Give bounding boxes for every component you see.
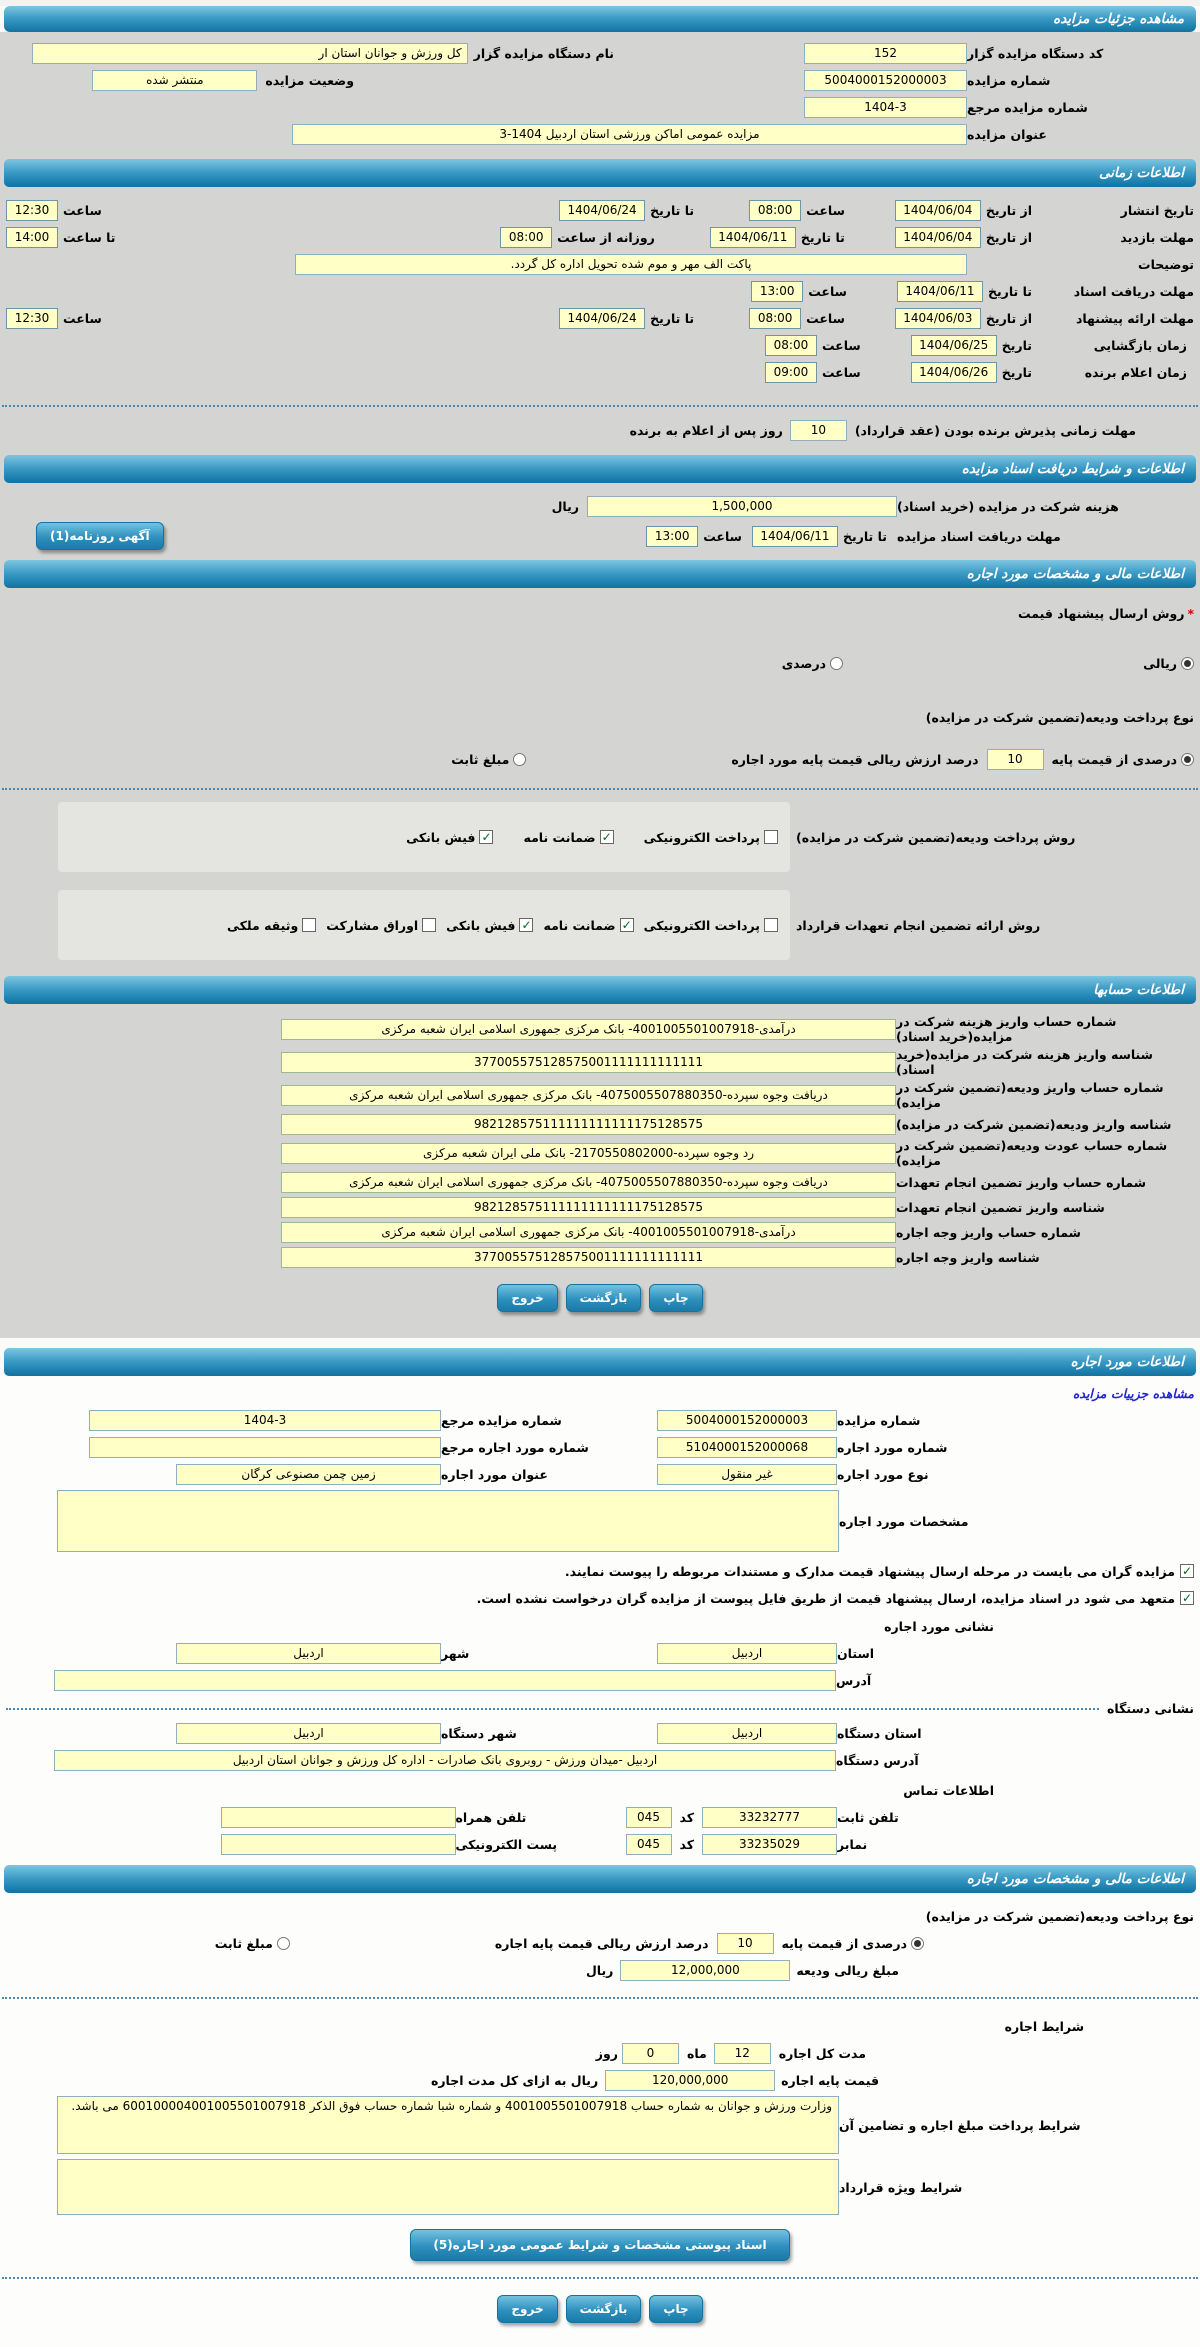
account-label: شناسه واریز تضمین انجام تعهدات — [896, 1199, 1105, 1215]
date-label: تاریخ — [1001, 337, 1032, 353]
from-date-label: از تاریخ — [985, 229, 1032, 245]
rental-address-heading: نشانی مورد اجاره — [884, 1618, 994, 1634]
section-rental-financial — [4, 1865, 1196, 1893]
percent-of-base-label: درصدی از قیمت پایه — [1051, 751, 1177, 767]
pay-guarantee-letter-option[interactable] — [523, 830, 613, 845]
email-input[interactable] — [221, 1834, 456, 1855]
rental-auction-ref-label: شماره مزایده مرجع — [441, 1412, 562, 1428]
org-province-input[interactable]: اردبیل — [657, 1723, 837, 1744]
org-address-label: آدرس دستگاه — [836, 1752, 919, 1768]
account-label: شناسه واریز وجه اجاره — [896, 1249, 1040, 1265]
guar-letter-label: ضمانت نامه — [543, 917, 616, 933]
hour-label: ساعت — [63, 202, 102, 218]
rf-fixed-amount-radio[interactable] — [277, 1937, 290, 1950]
guar-property-label: وثیقه ملکی — [226, 917, 299, 933]
account-label: شماره حساب واریز تضمین انجام تعهدات — [896, 1174, 1147, 1190]
to-date-label: تا تاریخ — [650, 202, 695, 218]
accept-days-input[interactable]: 10 — [790, 420, 847, 441]
guarantee-label: روش ارائه تضمین انجام تعهدات قرارداد — [796, 917, 1041, 933]
no-file-checkbox[interactable] — [1180, 1591, 1194, 1605]
pay-guarantee-letter-label: ضمانت نامه — [523, 829, 596, 845]
row-docs-get-deadline — [0, 522, 1200, 550]
phone-code-label: کد — [679, 1809, 694, 1825]
mobile-input[interactable] — [221, 1807, 456, 1828]
percent-radio[interactable] — [830, 657, 843, 670]
section-time-title: اطلاعات زمانی — [1098, 165, 1184, 181]
offer-label: مهلت ارائه پیشنهاد — [1075, 310, 1194, 326]
publish-from-time[interactable]: 08:00 — [749, 200, 801, 221]
publish-to-time[interactable]: 12:30 — [6, 200, 58, 221]
item-specs-label: مشخصات مورد اجاره — [839, 1513, 969, 1529]
accept-deadline-suffix: روز پس از اعلام به برنده — [629, 422, 783, 438]
item-type-input[interactable]: غیر منقول — [657, 1464, 837, 1485]
hour-label: ساعت — [821, 337, 861, 353]
email-label: پست الکترونیکی — [455, 1836, 558, 1852]
province-label: استان — [837, 1645, 875, 1661]
visit-from-time[interactable]: 08:00 — [500, 227, 552, 248]
org-province-label: استان دستگاه — [837, 1725, 922, 1741]
rf-percent-of-base-label: درصدی از قیمت پایه — [781, 1935, 907, 1951]
dotted-divider — [6, 1708, 1099, 1710]
from-date-label: از تاریخ — [985, 310, 1032, 326]
section-docs — [4, 455, 1196, 483]
bidder-name-input[interactable]: کل ورزش و جوانان استان ار — [32, 43, 468, 64]
back-button[interactable]: بازگشت — [566, 2295, 642, 2323]
row-winner — [0, 361, 1200, 383]
row-deposit-pay-methods — [0, 802, 1200, 872]
section-rental-title: اطلاعات مورد اجاره — [1070, 1354, 1184, 1370]
deposit-pay-group — [58, 802, 790, 872]
percent-of-base-option[interactable] — [1052, 752, 1194, 767]
rial-option[interactable] — [1143, 656, 1194, 671]
fee-unit: ریال — [551, 498, 579, 514]
account-row — [0, 1047, 1200, 1077]
row-number-status — [0, 69, 1200, 91]
row-no-file-check — [0, 1587, 1200, 1609]
guar-bank-slip-label: فیش بانکی — [446, 917, 516, 933]
guarantee-group — [58, 890, 790, 960]
account-row — [0, 1080, 1200, 1110]
lease-duration-label: مدت کل اجاره — [778, 2045, 866, 2061]
lease-days-label: روز — [595, 2045, 618, 2061]
item-specs-textarea[interactable] — [57, 1490, 839, 1552]
row-opening — [0, 334, 1200, 356]
bidder-code-label: کد دستگاه مزایده گزار — [967, 45, 1104, 61]
rf-deposit-percent-input[interactable]: 10 — [717, 1933, 774, 1954]
row-fee — [0, 495, 1200, 517]
row-province-city — [0, 1642, 1200, 1664]
docs-get-deadline-label: مهلت دریافت اسناد مزایده — [897, 528, 1061, 544]
row-address — [0, 1669, 1200, 1691]
exit-button[interactable]: خروج — [497, 2295, 557, 2323]
dotted-divider — [2, 1997, 1198, 1999]
deposit-pay-label: روش پرداخت ودیعه(تضمین شرکت در مزایده) — [796, 829, 1076, 845]
guar-bank-slip-option[interactable] — [446, 918, 533, 933]
guar-property-checkbox[interactable] — [302, 918, 316, 932]
percent-option-label: درصدی — [781, 655, 827, 671]
section-rental — [4, 1348, 1196, 1376]
back-button[interactable]: بازگشت — [566, 1284, 642, 1312]
account-input[interactable]: 377005575128575001111111111111 — [281, 1247, 896, 1268]
address-label: آدرس — [836, 1672, 872, 1688]
percent-option[interactable] — [782, 656, 843, 671]
account-input[interactable]: 377005575128575001111111111111 — [281, 1052, 896, 1073]
base-price-label: قیمت پایه اجاره — [781, 2072, 879, 2088]
row-rental-address-heading — [0, 1615, 1000, 1637]
pay-bank-slip-option[interactable] — [406, 830, 493, 845]
base-price-input[interactable]: 120,000,000 — [605, 2070, 775, 2091]
hour-label: ساعت — [806, 310, 845, 326]
fixed-amount-option[interactable] — [451, 752, 526, 767]
auction-ref-label: شماره مزایده مرجع — [967, 99, 1088, 115]
rial-option-label: ریالی — [1143, 655, 1177, 671]
publish-from-date[interactable]: 1404/06/04 — [895, 200, 981, 221]
hour-label: ساعت — [63, 310, 102, 326]
row-offer — [0, 307, 1200, 329]
special-terms-label: شرایط ویژه قرارداد — [839, 2179, 963, 2195]
rf-deposit-percent-suffix: درصد ارزش ریالی قیمت پایه اجاره — [494, 1935, 709, 1951]
deposit-amount-input[interactable]: 12,000,000 — [620, 1960, 790, 1981]
page-title: مشاهده جزئیات مزایده — [1053, 11, 1184, 27]
account-label: شماره حساب واریز هزینه شرکت در مزایده(خرید اسناد) — [896, 1014, 1117, 1044]
bidder-code-input[interactable]: 152 — [804, 43, 967, 64]
guar-bank-slip-checkbox[interactable] — [519, 918, 533, 932]
row-accept-deadline — [0, 419, 1142, 441]
docs-get-deadline-date[interactable]: 1404/06/11 — [752, 526, 838, 547]
guar-bonds-checkbox[interactable] — [422, 918, 436, 932]
section-docs-title: اطلاعات و شرایط دریافت اسناد مزایده — [961, 461, 1184, 477]
visit-label: مهلت بازدید — [1120, 229, 1194, 245]
dotted-divider — [2, 405, 1198, 407]
from-date-label: از تاریخ — [985, 202, 1032, 218]
required-asterisk: * — [1187, 605, 1194, 621]
item-number-input[interactable]: 5104000152000068 — [657, 1437, 837, 1458]
item-title-input[interactable]: زمین چمن مصنوعی کرگان — [176, 1464, 441, 1485]
lease-days-input[interactable]: 0 — [622, 2043, 679, 2064]
guar-letter-checkbox[interactable] — [620, 918, 634, 932]
fee-input[interactable]: 1,500,000 — [587, 496, 897, 517]
row-rf-deposit-label — [0, 1905, 1200, 1927]
row-auction-title — [0, 123, 1200, 145]
account-label: شناسه واریز ودیعه(تضمین شرکت در مزایده) — [896, 1116, 1172, 1132]
pay-guarantee-letter-checkbox[interactable] — [600, 830, 614, 844]
payment-terms-textarea[interactable]: وزارت ورزش و جوانان به شماره حساب 4001005501007918 و شماره شبا شماره حساب فوق الذکر 600100004001005501007918 می باشد. — [57, 2096, 839, 2154]
row-code-org — [0, 42, 1200, 64]
fixed-amount-radio[interactable] — [513, 753, 526, 766]
row-rf-deposit-options — [0, 1932, 930, 1954]
account-input[interactable]: درآمدی-4001005501007918- بانک مرکزی جمهوری اسلامی ایران شعبه مرکزی — [281, 1222, 896, 1243]
fax-label: نمابر — [837, 1836, 868, 1852]
fixed-amount-label: مبلغ ثابت — [451, 751, 510, 767]
row-notes — [0, 253, 1200, 275]
guar-electronic-option[interactable] — [644, 918, 778, 933]
pay-electronic-option[interactable] — [644, 830, 778, 845]
account-row — [0, 1113, 1200, 1135]
account-label: شماره حساب عودت ودیعه(تضمین شرکت در مزایده) — [896, 1138, 1168, 1168]
row-contact-heading — [0, 1779, 1000, 1801]
row-visit — [0, 226, 1200, 248]
attach-docs-text: مزایده گران می بایست در مرحله ارسال پیشنهاد قیمت مدارک و مستندات مربوطه را پیوست نمایند. — [564, 1563, 1175, 1579]
view-auction-details-link[interactable]: مشاهده جزییات مزایده — [1072, 1385, 1194, 1401]
print-button[interactable]: چاپ — [649, 2295, 702, 2323]
row-phone — [0, 1806, 1200, 1828]
rf-fixed-amount-option[interactable] — [215, 1936, 290, 1951]
visit-to-date[interactable]: 1404/06/11 — [710, 227, 796, 248]
payment-terms-label: شرایط پرداخت مبلغ اجاره و تضامین آن — [839, 2117, 1081, 2133]
hour-label: ساعت — [808, 283, 847, 299]
newspaper-ad-button[interactable]: آگهی روزنامه(1) — [36, 522, 164, 550]
opening-time[interactable]: 08:00 — [765, 335, 817, 356]
phone-label: تلفن ثابت — [837, 1809, 899, 1825]
attachment-button-row — [0, 2229, 1200, 2261]
account-input[interactable]: رد وجوه سپرده-2170550802000- بانک ملی ایران شعبه مرکزی — [281, 1143, 896, 1164]
item-title-label: عنوان مورد اجاره — [441, 1466, 548, 1482]
row-ref-number — [0, 96, 1200, 118]
lease-months-label: ماه — [686, 2045, 707, 2061]
address-input[interactable] — [54, 1670, 836, 1691]
guar-bonds-label: اوراق مشارکت — [326, 917, 419, 933]
rf-percent-of-base-radio[interactable] — [911, 1937, 924, 1950]
hour-label: ساعت — [806, 202, 845, 218]
row-link — [0, 1382, 1200, 1404]
guar-property-option[interactable] — [227, 918, 316, 933]
row-deposit-amount — [0, 1959, 905, 1981]
accept-deadline-label: مهلت زمانی پذیرش برنده بودن (عقد قرارداد) — [854, 422, 1136, 438]
item-ref-label: شماره مورد اجاره مرجع — [441, 1439, 589, 1455]
row-rental-numbers — [0, 1409, 1200, 1431]
contact-heading: اطلاعات تماس — [903, 1782, 994, 1798]
row-item-specs — [0, 1490, 1200, 1552]
section-financial-title: اطلاعات مالی و مشخصات مورد اجاره — [966, 566, 1184, 582]
percent-of-base-radio[interactable] — [1181, 753, 1194, 766]
row-method-options — [0, 652, 1200, 674]
rental-panel — [0, 1376, 1200, 2347]
auction-status-input[interactable]: منتشر شده — [92, 70, 257, 91]
offer-from-time[interactable]: 08:00 — [749, 308, 801, 329]
opening-date[interactable]: 1404/06/25 — [911, 335, 997, 356]
to-date-label: تا تاریخ — [987, 283, 1032, 299]
guar-letter-option[interactable] — [543, 918, 633, 933]
panel2-buttons — [0, 2295, 1200, 2323]
winner-date[interactable]: 1404/06/26 — [911, 362, 997, 383]
auction-number-label: شماره مزایده — [967, 72, 1051, 88]
account-row — [0, 1221, 1200, 1243]
guar-bonds-option[interactable] — [326, 918, 436, 933]
deposit-percent-input[interactable]: 10 — [987, 749, 1044, 770]
auction-panel — [0, 32, 1200, 1338]
org-city-input[interactable]: اردبیل — [176, 1723, 441, 1744]
row-attach-docs-check — [0, 1560, 1200, 1582]
org-address-heading: نشانی دستگاه — [1107, 1701, 1194, 1716]
account-input[interactable]: 982128575111111111111175128575 — [281, 1197, 896, 1218]
hour-label: ساعت — [821, 364, 861, 380]
row-special-terms — [0, 2159, 1200, 2215]
panel1-buttons — [0, 1284, 1200, 1312]
to-date-label: تا تاریخ — [650, 310, 695, 326]
account-label: شماره حساب واریز وجه اجاره — [896, 1224, 1081, 1240]
row-lease-terms-heading — [0, 2015, 1090, 2037]
row-deposit-type-options — [0, 748, 1200, 770]
offer-from-date[interactable]: 1404/06/03 — [895, 308, 981, 329]
rf-fixed-amount-label: مبلغ ثابت — [214, 1935, 273, 1951]
row-org-province-city — [0, 1722, 1200, 1744]
account-input[interactable]: 982128575111111111111175128575 — [281, 1114, 896, 1135]
deposit-amount-unit: ریال — [585, 1962, 614, 1978]
auction-details-page — [0, 6, 1200, 2316]
rental-auction-ref-input[interactable]: 1404-3 — [89, 1410, 441, 1431]
org-address-divider-row — [0, 1701, 1200, 1716]
account-row — [0, 1014, 1200, 1044]
auction-title-label: عنوان مزایده — [967, 126, 1047, 142]
org-city-label: شهر دستگاه — [441, 1725, 517, 1741]
row-payment-terms — [0, 2096, 1200, 2154]
phone-input[interactable]: 33232777 — [702, 1807, 837, 1828]
rf-deposit-type-label: نوع پرداخت ودیعه(تضمین شرکت در مزایده) — [925, 1908, 1194, 1924]
auction-status-label: وضعیت مزایده — [265, 72, 354, 88]
pay-electronic-label: پرداخت الکترونیکی — [643, 829, 760, 845]
rial-radio[interactable] — [1181, 657, 1194, 670]
row-lease-duration — [0, 2042, 872, 2064]
base-price-suffix: ریال به ازای کل مدت اجاره — [430, 2072, 599, 2088]
guar-electronic-checkbox[interactable] — [764, 918, 778, 932]
deposit-percent-suffix: درصد ارزش ریالی قیمت پایه مورد اجاره — [731, 751, 979, 767]
account-row — [0, 1246, 1200, 1268]
account-row — [0, 1138, 1200, 1168]
section-time — [4, 159, 1196, 187]
deposit-amount-label: مبلغ ریالی ودیعه — [796, 1962, 899, 1978]
account-input[interactable]: دریافت وجوه سپرده-4075005507880350- بانک مرکزی جمهوری اسلامی ایران شعبه مرکزی — [281, 1085, 896, 1106]
publish-to-date[interactable]: 1404/06/24 — [559, 200, 645, 221]
exit-button[interactable]: خروج — [497, 1284, 557, 1312]
lease-months-input[interactable]: 12 — [714, 2043, 771, 2064]
no-file-text: متعهد می شود در اسناد مزایده، ارسال پیشنهاد قیمت از طریق فایل پیوست از مزایده گران درخواست نشده است. — [476, 1590, 1175, 1606]
offer-to-date[interactable]: 1404/06/24 — [559, 308, 645, 329]
row-docs-deadline — [0, 280, 1200, 302]
row-item-type-title — [0, 1463, 1200, 1485]
print-button[interactable]: چاپ — [649, 1284, 702, 1312]
section-accounts-title: اطلاعات حسابها — [1093, 982, 1184, 998]
lease-terms-heading: شرایط اجاره — [1004, 2018, 1084, 2034]
pay-bank-slip-checkbox[interactable] — [479, 830, 493, 844]
opening-label: زمان بازگشایی — [1093, 337, 1187, 353]
row-org-address — [0, 1749, 1200, 1771]
page-title-bar — [4, 6, 1196, 32]
mobile-label: تلفن همراه — [455, 1809, 527, 1825]
dotted-divider — [2, 2277, 1198, 2279]
row-item-numbers — [0, 1436, 1200, 1458]
attach-docs-checkbox[interactable] — [1180, 1564, 1194, 1578]
dotted-divider — [2, 788, 1198, 790]
fax-code-input[interactable]: 045 — [626, 1834, 672, 1855]
docs-deadline-label: مهلت دریافت اسناد — [1073, 283, 1194, 299]
fax-code-label: کد — [679, 1836, 694, 1852]
bidder-name-label: نام دستگاه مزایده گزار — [473, 45, 614, 61]
to-date-label: تا تاریخ — [842, 528, 887, 544]
city-input[interactable]: اردبیل — [176, 1643, 441, 1664]
fee-label: هزینه شرکت در مزایده (خرید اسناد) — [897, 498, 1119, 514]
pay-electronic-checkbox[interactable] — [764, 830, 778, 844]
date-label: تاریخ — [1001, 364, 1032, 380]
auction-title-input[interactable]: مزایده عمومی اماکن ورزشی استان اردبیل 1404-3 — [292, 124, 967, 145]
row-method-label — [0, 602, 1200, 624]
row-fax — [0, 1833, 1200, 1855]
docs-deadline-time[interactable]: 13:00 — [751, 281, 803, 302]
section-financial — [4, 560, 1196, 588]
notes-input[interactable]: پاکت الف مهر و موم شده تحویل اداره کل گردد. — [295, 254, 967, 275]
account-row — [0, 1196, 1200, 1218]
to-date-label: تا تاریخ — [800, 229, 845, 245]
account-label: شماره حساب واریز ودیعه(تضمین شرکت در مزایده) — [896, 1080, 1164, 1110]
item-number-label: شماره مورد اجاره — [837, 1439, 948, 1455]
province-input[interactable]: اردبیل — [657, 1643, 837, 1664]
daily-from-hour-label: روزانه از ساعت — [557, 229, 655, 245]
city-label: شهر — [441, 1645, 470, 1661]
section-rental-financial-title: اطلاعات مالی و مشخصات مورد اجاره — [966, 1871, 1184, 1887]
account-input[interactable]: درآمدی-4001005501007918- بانک مرکزی جمهوری اسلامی ایران شعبه مرکزی — [281, 1019, 896, 1040]
account-input[interactable]: دریافت وجوه سپرده-4075005507880350- بانک مرکزی جمهوری اسلامی ایران شعبه مرکزی — [281, 1172, 896, 1193]
row-deposit-type-label — [0, 706, 1200, 728]
docs-deadline-date[interactable]: 1404/06/11 — [897, 281, 983, 302]
visit-from-date[interactable]: 1404/06/04 — [895, 227, 981, 248]
hour-label: ساعت — [703, 528, 742, 544]
winner-time[interactable]: 09:00 — [765, 362, 817, 383]
row-base-price — [0, 2069, 885, 2091]
pay-bank-slip-label: فیش بانکی — [406, 829, 476, 845]
publish-label: تاریخ انتشار — [1120, 202, 1194, 218]
winner-label: زمان اعلام برنده — [1084, 364, 1187, 380]
row-guarantee-methods — [0, 890, 1200, 960]
guar-electronic-label: پرداخت الکترونیکی — [643, 917, 760, 933]
account-label: شناسه واریز هزینه شرکت در مزایده(خرید اسناد) — [896, 1047, 1153, 1077]
to-hour-label: تا ساعت — [63, 229, 116, 245]
fax-input[interactable]: 33235029 — [702, 1834, 837, 1855]
org-address-input[interactable]: اردبیل -میدان ورزش - روبروی بانک صادرات - اداره کل ورزش و جوانان استان اردبیل — [54, 1750, 836, 1771]
account-row — [0, 1171, 1200, 1193]
section-accounts — [4, 976, 1196, 1004]
visit-to-time[interactable]: 14:00 — [6, 227, 58, 248]
auction-ref-input[interactable]: 1404-3 — [804, 97, 967, 118]
rental-auction-number-label: شماره مزایده — [837, 1412, 921, 1428]
offer-to-time[interactable]: 12:30 — [6, 308, 58, 329]
docs-get-deadline-time[interactable]: 13:00 — [646, 526, 698, 547]
auction-number-input[interactable]: 5004000152000003 — [804, 70, 967, 91]
rf-percent-of-base-option[interactable] — [782, 1936, 924, 1951]
rental-auction-number-input[interactable]: 5004000152000003 — [657, 1410, 837, 1431]
price-method-label: روش ارسال پیشنهاد قیمت — [1017, 605, 1185, 621]
row-publish — [0, 199, 1200, 221]
deposit-type-label: نوع پرداخت ودیعه(تضمین شرکت در مزایده) — [925, 709, 1194, 725]
notes-label: توضیحات — [1138, 256, 1194, 272]
attachments-button[interactable]: اسناد پیوستی مشخصات و شرایط عمومی مورد اجاره(5) — [410, 2229, 789, 2261]
phone-code-input[interactable]: 045 — [626, 1807, 672, 1828]
item-type-label: نوع مورد اجاره — [837, 1466, 929, 1482]
item-ref-input[interactable] — [89, 1437, 441, 1458]
special-terms-textarea[interactable] — [57, 2159, 839, 2215]
